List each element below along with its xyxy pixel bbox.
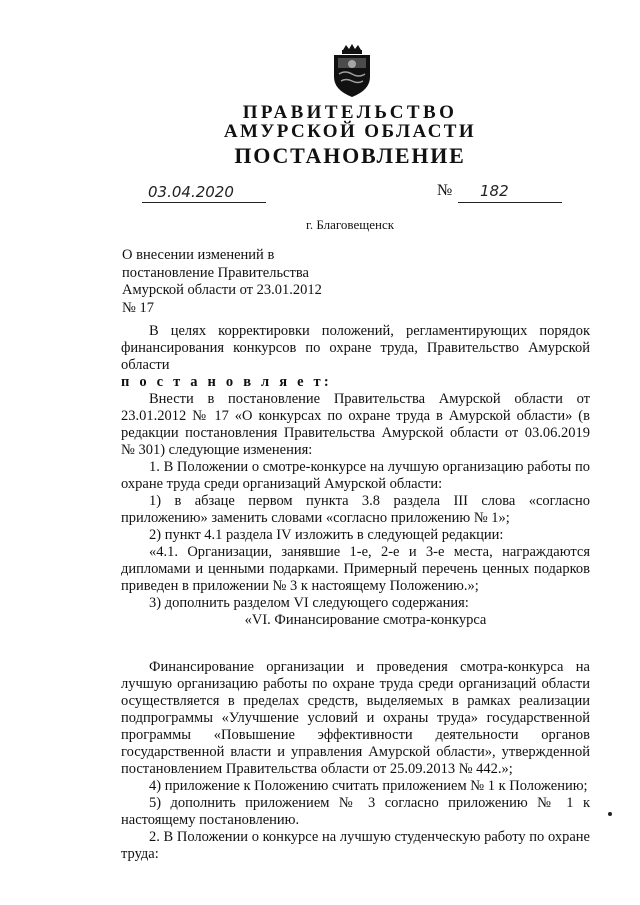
paragraph-item-2: 2. В Положении о конкурсе на лучшую студенческую работу по охране труда:	[121, 829, 590, 862]
paragraph-intro: Внести в постановление Правительства Амурской области от 23.01.2012 № 17 «О конкурсах по охране труда в Амурской области» (в редакции постановления Правительства Амурской области от 03.06.2019 № 301) следующие изменения:	[121, 391, 590, 458]
section-vi-title: «VI. Финансирование смотра-конкурса	[244, 612, 487, 628]
ink-dot-mark	[606, 810, 614, 818]
paragraph-financing: Финансирование организации и проведения смотра-конкурса на лучшую организацию работы по охране труда среди организаций области осуществляется в пределах средств, выделяемых в рамках реализации подпрограммы «Улучшение условий и охраны труда» государственной программы «Повышение эффективности деятельности органов государственной власти и управления Амурской области», утвержденной постановлением Правительства области от 25.09.2013 № 442.»;	[121, 659, 590, 777]
subject-line: № 17	[122, 299, 154, 316]
paragraph-subitem-5: 5) дополнить приложением № 3 согласно приложению № 1 к настоящему постановлению.	[121, 795, 590, 828]
region-title: АМУРСКОЙ ОБЛАСТИ	[223, 121, 477, 142]
government-title: ПРАВИТЕЛЬСТВО	[242, 102, 458, 123]
paragraph-subitem-1: 1) в абзаце первом пункта 3.8 раздела III слова «согласно приложению» заменить словами «согласно приложению № 1»;	[121, 493, 590, 526]
handwritten-date: 03.04.2020	[148, 183, 234, 201]
paragraph-subitem-2: 2) пункт 4.1 раздела IV изложить в следующей редакции:	[149, 527, 504, 543]
decree-word: п о с т а н о в л я е т:	[121, 374, 332, 390]
city-label: г. Благовещенск	[305, 217, 395, 232]
spacer	[121, 629, 590, 659]
document-type-title: ПОСТАНОВЛЕНИЕ	[234, 143, 466, 168]
number-underline	[458, 202, 562, 203]
number-sign: №	[437, 182, 453, 199]
paragraph-subitem-4: 4) приложение к Положению считать приложением № 1 к Положению;	[149, 778, 588, 794]
preamble-paragraph: В целях корректировки положений, регламентирующих порядок финансирования конкурсов по охране труда, Правительство Амурской области	[121, 323, 590, 373]
subject-line: постановление Правительства	[122, 264, 309, 281]
subject-line: О внесении изменений в	[122, 247, 275, 263]
coat-of-arms-emblem	[331, 44, 373, 98]
document-body	[121, 323, 590, 863]
paragraph-subitem-3: 3) дополнить разделом VI следующего содержания:	[149, 595, 469, 611]
subject-line: Амурской области от 23.01.2012	[122, 282, 322, 298]
paragraph-item-1: 1. В Положении о смотре-конкурсе на лучшую организацию работы по охране труда среди организаций Амурской области:	[121, 459, 590, 492]
date-underline	[142, 202, 266, 203]
paragraph-quote-4-1: «4.1. Организации, занявшие 1-е, 2-е и 3-е места, награждаются дипломами и ценными подарками. Примерный перечень ценных подарков приведен в приложении № 3 к настоящему Положению.»;	[121, 544, 590, 594]
handwritten-number: 182	[480, 182, 509, 200]
document-subject	[122, 247, 382, 317]
